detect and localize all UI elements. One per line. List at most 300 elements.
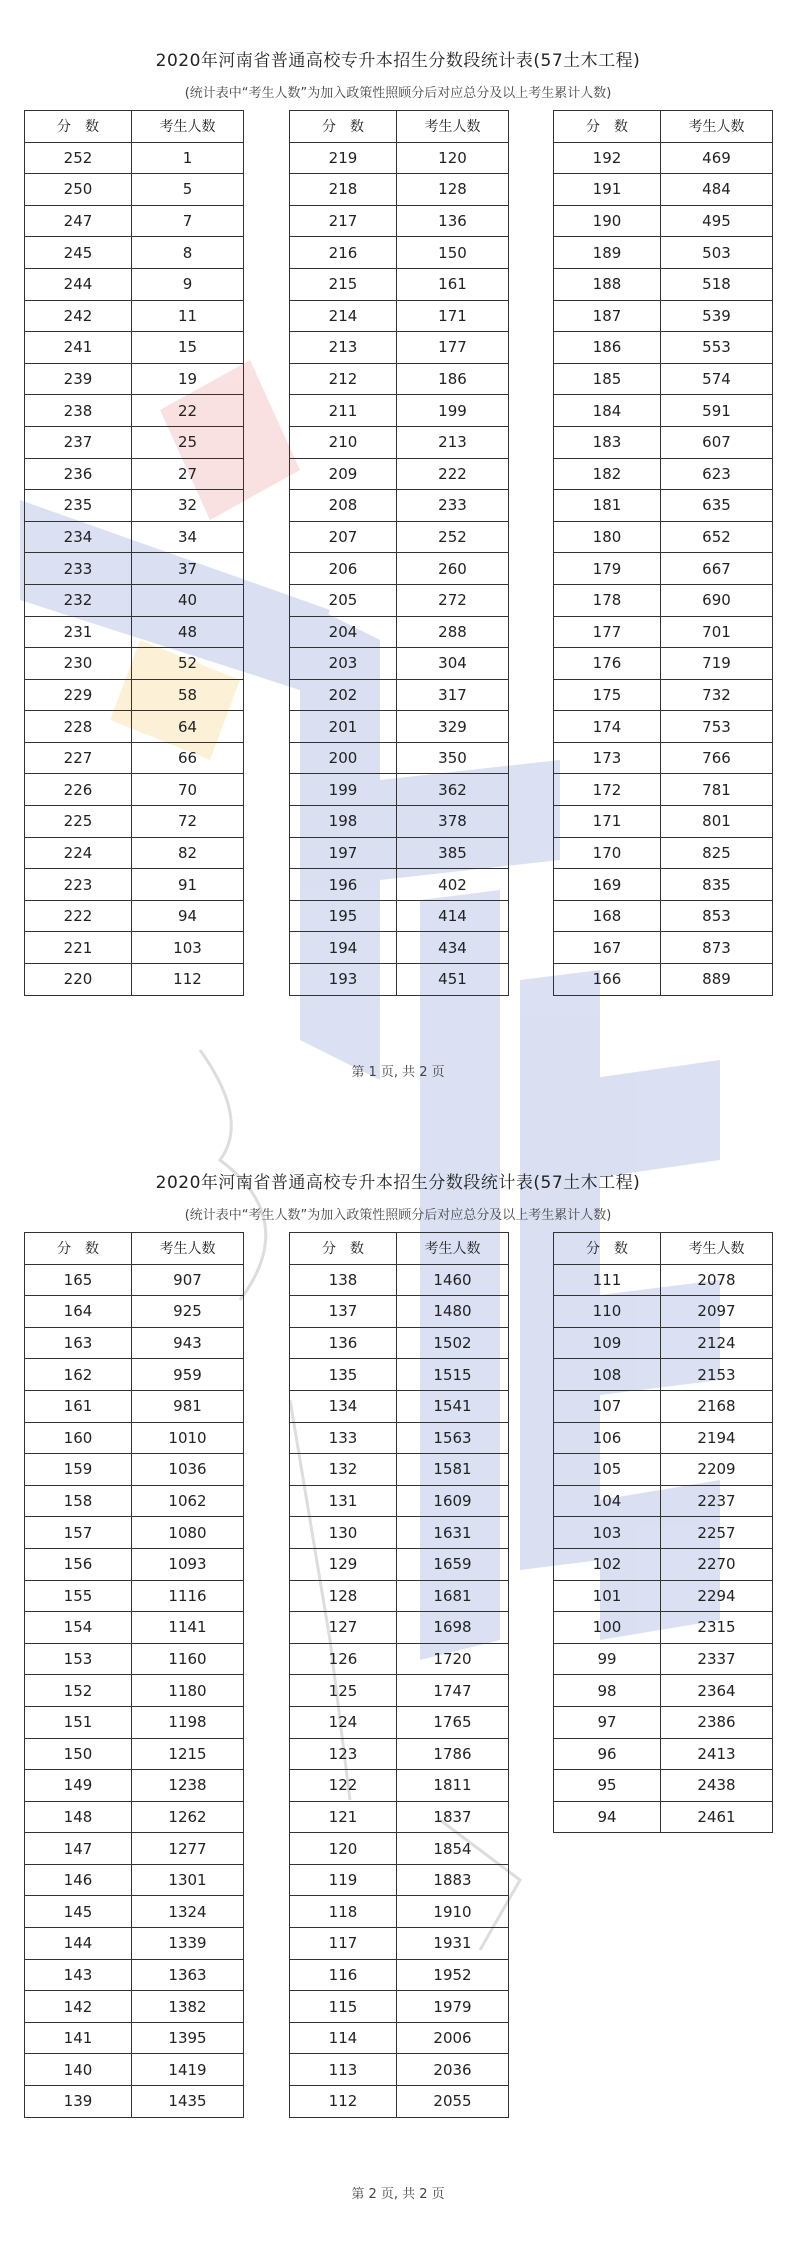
score-cell: 130 bbox=[290, 1517, 397, 1549]
score-cell: 158 bbox=[25, 1485, 132, 1517]
table-row bbox=[554, 964, 773, 996]
count-cell: 233 bbox=[397, 490, 509, 522]
table-row bbox=[25, 648, 244, 680]
count-cell: 1931 bbox=[397, 1928, 509, 1960]
score-cell: 207 bbox=[290, 521, 397, 553]
count-cell: 434 bbox=[397, 932, 509, 964]
score-cell: 229 bbox=[25, 679, 132, 711]
count-cell: 853 bbox=[661, 900, 773, 932]
count-cell: 9 bbox=[132, 268, 244, 300]
count-cell: 414 bbox=[397, 900, 509, 932]
table-row bbox=[554, 174, 773, 206]
count-cell: 503 bbox=[661, 237, 773, 269]
count-cell: 1952 bbox=[397, 1959, 509, 1991]
score-cell: 211 bbox=[290, 395, 397, 427]
table-row bbox=[25, 142, 244, 174]
table-row bbox=[25, 205, 244, 237]
table-row bbox=[290, 742, 509, 774]
score-cell: 150 bbox=[25, 1738, 132, 1770]
score-cell: 231 bbox=[25, 616, 132, 648]
table-row bbox=[25, 1928, 244, 1960]
count-cell: 781 bbox=[661, 774, 773, 806]
count-cell: 1116 bbox=[132, 1580, 244, 1612]
table-row bbox=[554, 1359, 773, 1391]
table-row bbox=[290, 1770, 509, 1802]
table-row bbox=[25, 616, 244, 648]
count-cell: 1563 bbox=[397, 1422, 509, 1454]
score-cell: 201 bbox=[290, 711, 397, 743]
count-cell: 2153 bbox=[661, 1359, 773, 1391]
count-cell: 635 bbox=[661, 490, 773, 522]
table-row bbox=[25, 1770, 244, 1802]
score-cell: 232 bbox=[25, 584, 132, 616]
count-cell: 70 bbox=[132, 774, 244, 806]
count-cell: 2036 bbox=[397, 2054, 509, 2086]
table-row bbox=[290, 1801, 509, 1833]
score-cell: 154 bbox=[25, 1612, 132, 1644]
score-cell: 193 bbox=[290, 964, 397, 996]
count-cell: 329 bbox=[397, 711, 509, 743]
table-row bbox=[290, 426, 509, 458]
table-row bbox=[554, 616, 773, 648]
count-cell: 260 bbox=[397, 553, 509, 585]
count-cell: 1160 bbox=[132, 1643, 244, 1675]
score-cell: 167 bbox=[554, 932, 661, 964]
table-row bbox=[290, 1485, 509, 1517]
table-row bbox=[290, 458, 509, 490]
count-cell: 1093 bbox=[132, 1548, 244, 1580]
score-cell: 247 bbox=[25, 205, 132, 237]
score-table bbox=[553, 1232, 773, 1833]
count-cell: 5 bbox=[132, 174, 244, 206]
score-cell: 111 bbox=[554, 1264, 661, 1296]
score-cell: 129 bbox=[290, 1548, 397, 1580]
count-cell: 272 bbox=[397, 584, 509, 616]
table-row bbox=[290, 1675, 509, 1707]
score-cell: 118 bbox=[290, 1896, 397, 1928]
count-cell: 1 bbox=[132, 142, 244, 174]
score-cell: 195 bbox=[290, 900, 397, 932]
score-cell: 137 bbox=[290, 1296, 397, 1328]
score-cell: 242 bbox=[25, 300, 132, 332]
table-row bbox=[25, 1864, 244, 1896]
count-cell: 8 bbox=[132, 237, 244, 269]
header-count: 考生人数 bbox=[397, 1233, 509, 1265]
score-cell: 208 bbox=[290, 490, 397, 522]
count-cell: 385 bbox=[397, 837, 509, 869]
count-cell: 1460 bbox=[397, 1264, 509, 1296]
table-row bbox=[290, 1422, 509, 1454]
table-row bbox=[290, 932, 509, 964]
score-cell: 174 bbox=[554, 711, 661, 743]
count-cell: 252 bbox=[397, 521, 509, 553]
count-cell: 732 bbox=[661, 679, 773, 711]
score-cell: 152 bbox=[25, 1675, 132, 1707]
score-cell: 239 bbox=[25, 363, 132, 395]
count-cell: 19 bbox=[132, 363, 244, 395]
score-cell: 104 bbox=[554, 1485, 661, 1517]
score-cell: 127 bbox=[290, 1612, 397, 1644]
count-cell: 2168 bbox=[661, 1390, 773, 1422]
table-row bbox=[25, 521, 244, 553]
score-cell: 164 bbox=[25, 1296, 132, 1328]
score-table bbox=[289, 110, 509, 996]
table-row bbox=[554, 1738, 773, 1770]
count-cell: 378 bbox=[397, 806, 509, 838]
table-header-row bbox=[25, 1233, 244, 1265]
table-row bbox=[290, 2022, 509, 2054]
score-cell: 191 bbox=[554, 174, 661, 206]
table-row bbox=[25, 1454, 244, 1486]
score-cell: 187 bbox=[554, 300, 661, 332]
table-row bbox=[25, 426, 244, 458]
table-row bbox=[25, 837, 244, 869]
count-cell: 52 bbox=[132, 648, 244, 680]
table-row bbox=[290, 1580, 509, 1612]
count-cell: 1198 bbox=[132, 1706, 244, 1738]
score-cell: 120 bbox=[290, 1833, 397, 1865]
table-row bbox=[290, 332, 509, 364]
table-row bbox=[290, 205, 509, 237]
score-cell: 98 bbox=[554, 1675, 661, 1707]
count-cell: 402 bbox=[397, 869, 509, 901]
table-row bbox=[554, 268, 773, 300]
score-cell: 172 bbox=[554, 774, 661, 806]
count-cell: 1363 bbox=[132, 1959, 244, 1991]
count-cell: 2386 bbox=[661, 1706, 773, 1738]
count-cell: 1382 bbox=[132, 1991, 244, 2023]
count-cell: 1883 bbox=[397, 1864, 509, 1896]
count-cell: 112 bbox=[132, 964, 244, 996]
score-cell: 107 bbox=[554, 1390, 661, 1422]
score-cell: 173 bbox=[554, 742, 661, 774]
score-cell: 244 bbox=[25, 268, 132, 300]
count-cell: 1765 bbox=[397, 1706, 509, 1738]
score-cell: 110 bbox=[554, 1296, 661, 1328]
score-cell: 108 bbox=[554, 1359, 661, 1391]
table-row bbox=[25, 1296, 244, 1328]
score-cell: 252 bbox=[25, 142, 132, 174]
table-row bbox=[25, 268, 244, 300]
score-cell: 189 bbox=[554, 237, 661, 269]
score-cell: 230 bbox=[25, 648, 132, 680]
count-cell: 553 bbox=[661, 332, 773, 364]
table-row bbox=[25, 2086, 244, 2118]
table-row bbox=[25, 1517, 244, 1549]
count-cell: 801 bbox=[661, 806, 773, 838]
score-cell: 117 bbox=[290, 1928, 397, 1960]
score-cell: 214 bbox=[290, 300, 397, 332]
table-row bbox=[290, 1517, 509, 1549]
table-header-row bbox=[290, 111, 509, 143]
count-cell: 48 bbox=[132, 616, 244, 648]
table-row bbox=[290, 1296, 509, 1328]
count-cell: 1541 bbox=[397, 1390, 509, 1422]
count-cell: 37 bbox=[132, 553, 244, 585]
table-row bbox=[25, 900, 244, 932]
count-cell: 103 bbox=[132, 932, 244, 964]
table-row bbox=[25, 711, 244, 743]
table-row bbox=[25, 1548, 244, 1580]
count-cell: 27 bbox=[132, 458, 244, 490]
table-row bbox=[290, 2054, 509, 2086]
table-row bbox=[554, 205, 773, 237]
count-cell: 199 bbox=[397, 395, 509, 427]
count-cell: 2294 bbox=[661, 1580, 773, 1612]
table-row bbox=[25, 2022, 244, 2054]
score-cell: 125 bbox=[290, 1675, 397, 1707]
score-cell: 116 bbox=[290, 1959, 397, 1991]
header-count: 考生人数 bbox=[661, 1233, 773, 1265]
score-cell: 215 bbox=[290, 268, 397, 300]
table-row bbox=[25, 742, 244, 774]
table-row bbox=[554, 742, 773, 774]
count-cell: 1837 bbox=[397, 1801, 509, 1833]
table-row bbox=[290, 174, 509, 206]
count-cell: 22 bbox=[132, 395, 244, 427]
table-row bbox=[290, 237, 509, 269]
score-cell: 168 bbox=[554, 900, 661, 932]
score-cell: 163 bbox=[25, 1327, 132, 1359]
score-cell: 236 bbox=[25, 458, 132, 490]
count-cell: 652 bbox=[661, 521, 773, 553]
score-cell: 100 bbox=[554, 1612, 661, 1644]
table-row bbox=[290, 900, 509, 932]
count-cell: 1747 bbox=[397, 1675, 509, 1707]
score-cell: 112 bbox=[290, 2086, 397, 2118]
table-row bbox=[554, 332, 773, 364]
table-row bbox=[554, 900, 773, 932]
table-row bbox=[25, 490, 244, 522]
score-cell: 143 bbox=[25, 1959, 132, 1991]
count-cell: 925 bbox=[132, 1296, 244, 1328]
score-cell: 121 bbox=[290, 1801, 397, 1833]
score-cell: 106 bbox=[554, 1422, 661, 1454]
count-cell: 719 bbox=[661, 648, 773, 680]
score-cell: 156 bbox=[25, 1548, 132, 1580]
score-cell: 149 bbox=[25, 1770, 132, 1802]
page-subtitle: (统计表中“考生人数”为加入政策性照顾分后对应总分及以上考生累计人数) bbox=[184, 1208, 612, 1223]
score-cell: 142 bbox=[25, 1991, 132, 2023]
page-number: 第 2 页, 共 2 页 bbox=[351, 2187, 445, 2202]
table-row bbox=[25, 1422, 244, 1454]
page-subtitle: (统计表中“考生人数”为加入政策性照顾分后对应总分及以上考生累计人数) bbox=[184, 86, 612, 101]
score-cell: 203 bbox=[290, 648, 397, 680]
count-cell: 2006 bbox=[397, 2022, 509, 2054]
table-row bbox=[290, 774, 509, 806]
table-row bbox=[25, 774, 244, 806]
count-cell: 1180 bbox=[132, 1675, 244, 1707]
table-row bbox=[25, 237, 244, 269]
count-cell: 2097 bbox=[661, 1296, 773, 1328]
score-cell: 219 bbox=[290, 142, 397, 174]
count-cell: 2413 bbox=[661, 1738, 773, 1770]
score-cell: 237 bbox=[25, 426, 132, 458]
table-row bbox=[290, 1548, 509, 1580]
table-row bbox=[554, 584, 773, 616]
score-cell: 99 bbox=[554, 1643, 661, 1675]
table-row bbox=[554, 458, 773, 490]
score-cell: 235 bbox=[25, 490, 132, 522]
count-cell: 72 bbox=[132, 806, 244, 838]
score-cell: 140 bbox=[25, 2054, 132, 2086]
score-cell: 171 bbox=[554, 806, 661, 838]
table-row bbox=[25, 1485, 244, 1517]
table-row bbox=[554, 1580, 773, 1612]
table-row bbox=[25, 174, 244, 206]
table-row bbox=[25, 584, 244, 616]
table-row bbox=[290, 1928, 509, 1960]
count-cell: 128 bbox=[397, 174, 509, 206]
score-cell: 176 bbox=[554, 648, 661, 680]
count-cell: 222 bbox=[397, 458, 509, 490]
table-row bbox=[25, 1327, 244, 1359]
count-cell: 2055 bbox=[397, 2086, 509, 2118]
count-cell: 64 bbox=[132, 711, 244, 743]
count-cell: 2270 bbox=[661, 1548, 773, 1580]
table-row bbox=[290, 1738, 509, 1770]
count-cell: 317 bbox=[397, 679, 509, 711]
count-cell: 171 bbox=[397, 300, 509, 332]
table-row bbox=[290, 711, 509, 743]
score-cell: 101 bbox=[554, 1580, 661, 1612]
table-row bbox=[290, 300, 509, 332]
score-cell: 238 bbox=[25, 395, 132, 427]
count-cell: 1609 bbox=[397, 1485, 509, 1517]
score-cell: 165 bbox=[25, 1264, 132, 1296]
table-row bbox=[25, 1390, 244, 1422]
table-row bbox=[554, 1612, 773, 1644]
table-row bbox=[25, 300, 244, 332]
count-cell: 607 bbox=[661, 426, 773, 458]
score-cell: 113 bbox=[290, 2054, 397, 2086]
table-row bbox=[25, 1580, 244, 1612]
table-row bbox=[290, 1706, 509, 1738]
count-cell: 766 bbox=[661, 742, 773, 774]
table-row bbox=[554, 363, 773, 395]
table-header-row bbox=[25, 111, 244, 143]
table-row bbox=[554, 1675, 773, 1707]
count-cell: 91 bbox=[132, 869, 244, 901]
count-cell: 981 bbox=[132, 1390, 244, 1422]
count-cell: 213 bbox=[397, 426, 509, 458]
table-row bbox=[290, 268, 509, 300]
count-cell: 1036 bbox=[132, 1454, 244, 1486]
count-cell: 66 bbox=[132, 742, 244, 774]
table-row bbox=[25, 1738, 244, 1770]
count-cell: 753 bbox=[661, 711, 773, 743]
score-cell: 155 bbox=[25, 1580, 132, 1612]
header-score: 分 数 bbox=[290, 111, 397, 143]
table-row bbox=[554, 1706, 773, 1738]
table-row bbox=[554, 679, 773, 711]
table-row bbox=[554, 1770, 773, 1802]
score-cell: 210 bbox=[290, 426, 397, 458]
table-row bbox=[290, 363, 509, 395]
table-row bbox=[554, 1296, 773, 1328]
count-cell: 1480 bbox=[397, 1296, 509, 1328]
count-cell: 1631 bbox=[397, 1517, 509, 1549]
table-header-row bbox=[554, 111, 773, 143]
table-row bbox=[25, 1612, 244, 1644]
score-cell: 209 bbox=[290, 458, 397, 490]
table-row bbox=[554, 395, 773, 427]
table-row bbox=[25, 395, 244, 427]
table-header-row bbox=[290, 1233, 509, 1265]
table-row bbox=[290, 395, 509, 427]
count-cell: 82 bbox=[132, 837, 244, 869]
count-cell: 2257 bbox=[661, 1517, 773, 1549]
count-cell: 1277 bbox=[132, 1833, 244, 1865]
score-cell: 218 bbox=[290, 174, 397, 206]
table-row bbox=[554, 1485, 773, 1517]
count-cell: 690 bbox=[661, 584, 773, 616]
table-row bbox=[554, 648, 773, 680]
count-cell: 1854 bbox=[397, 1833, 509, 1865]
table-row bbox=[554, 1517, 773, 1549]
count-cell: 32 bbox=[132, 490, 244, 522]
score-cell: 180 bbox=[554, 521, 661, 553]
score-cell: 126 bbox=[290, 1643, 397, 1675]
table-row bbox=[25, 1833, 244, 1865]
table-row bbox=[554, 237, 773, 269]
header-count: 考生人数 bbox=[132, 111, 244, 143]
score-cell: 170 bbox=[554, 837, 661, 869]
table-row bbox=[290, 679, 509, 711]
score-cell: 226 bbox=[25, 774, 132, 806]
count-cell: 1324 bbox=[132, 1896, 244, 1928]
score-cell: 175 bbox=[554, 679, 661, 711]
count-cell: 94 bbox=[132, 900, 244, 932]
score-cell: 188 bbox=[554, 268, 661, 300]
table-row bbox=[290, 837, 509, 869]
table-row bbox=[25, 458, 244, 490]
table-row bbox=[554, 142, 773, 174]
count-cell: 1502 bbox=[397, 1327, 509, 1359]
score-cell: 228 bbox=[25, 711, 132, 743]
count-cell: 2209 bbox=[661, 1454, 773, 1486]
score-table bbox=[289, 1232, 509, 2118]
table-row bbox=[25, 806, 244, 838]
table-row bbox=[290, 1264, 509, 1296]
header-score: 分 数 bbox=[554, 111, 661, 143]
score-cell: 102 bbox=[554, 1548, 661, 1580]
score-cell: 222 bbox=[25, 900, 132, 932]
score-cell: 105 bbox=[554, 1454, 661, 1486]
count-cell: 539 bbox=[661, 300, 773, 332]
count-cell: 2438 bbox=[661, 1770, 773, 1802]
score-cell: 216 bbox=[290, 237, 397, 269]
score-cell: 144 bbox=[25, 1928, 132, 1960]
score-cell: 141 bbox=[25, 2022, 132, 2054]
table-row bbox=[25, 869, 244, 901]
count-cell: 304 bbox=[397, 648, 509, 680]
count-cell: 1786 bbox=[397, 1738, 509, 1770]
header-count: 考生人数 bbox=[397, 111, 509, 143]
score-cell: 157 bbox=[25, 1517, 132, 1549]
score-cell: 95 bbox=[554, 1770, 661, 1802]
count-cell: 150 bbox=[397, 237, 509, 269]
count-cell: 1238 bbox=[132, 1770, 244, 1802]
count-cell: 1698 bbox=[397, 1612, 509, 1644]
score-cell: 245 bbox=[25, 237, 132, 269]
table-row bbox=[554, 1643, 773, 1675]
score-cell: 122 bbox=[290, 1770, 397, 1802]
score-table bbox=[553, 110, 773, 996]
count-cell: 701 bbox=[661, 616, 773, 648]
score-cell: 204 bbox=[290, 616, 397, 648]
count-cell: 2364 bbox=[661, 1675, 773, 1707]
